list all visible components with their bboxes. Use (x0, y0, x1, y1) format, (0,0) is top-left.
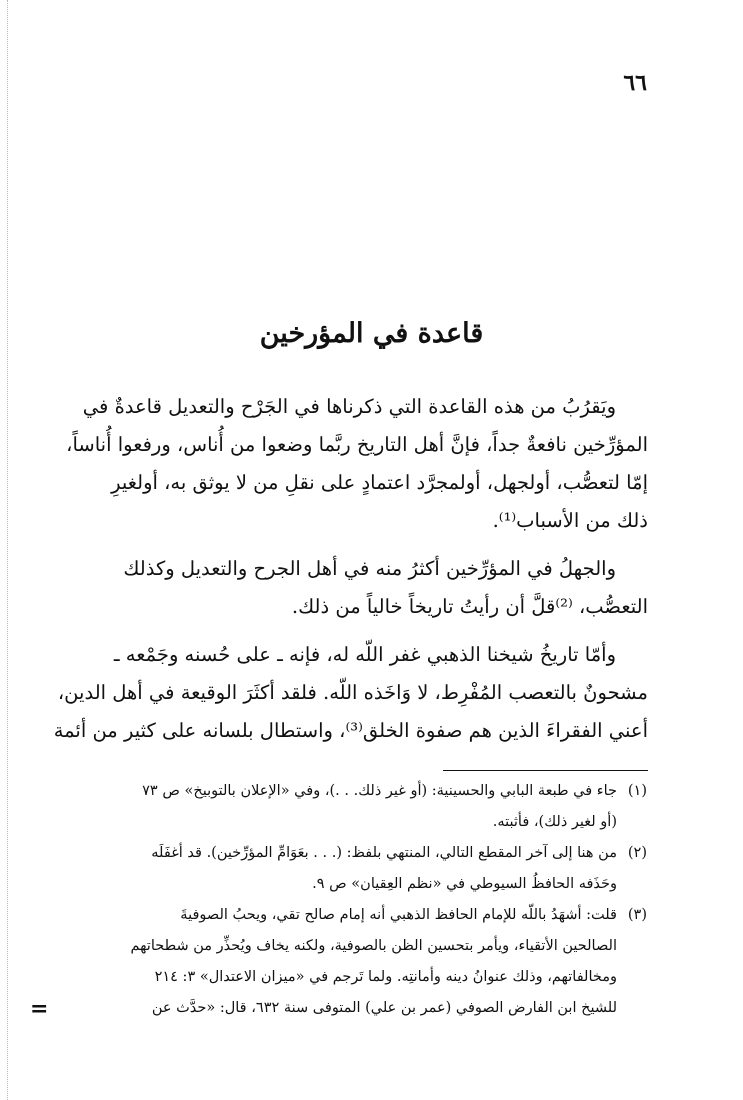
text-line: ويَقرُبُ من هذه القاعدة التي ذكرناها في الجَرْح والتعديل قاعدةٌ في (82, 395, 616, 418)
text-line: وأمّا تاريخُ شيخنا الذهبي غفر اللّه له، فإنه ـ على حُسنه وجَمْعه ـ (113, 643, 616, 666)
footnote-line: وحَذَفه الحافظُ السيوطي في «نظم العِقيان» ص ٩. (312, 876, 617, 892)
paragraph (53, 636, 648, 750)
footnote-text: جاء في طبعة البابي والحسينية: (أو غير ذلك. . .)، وفي «الإعلان بالتوبيخ» ص ٧٣ (142, 783, 617, 799)
footnotes (99, 776, 647, 1024)
text-line: التعصُّب، ⁽²⁾قلَّ أن رأيتُ تاريخاً خالياً من ذلك. (291, 595, 648, 618)
footnote-line: ومخالفاتهم، وذلك عنوانُ دينه وأمانتِه. ولما تَرجم في «ميزان الاعتدال» ٣: ٢١٤ (154, 969, 617, 985)
footnote-line: (أو لغير ذلك)، فأثبته. (492, 814, 617, 830)
footnote (99, 776, 647, 838)
page-number: ٦٦ (623, 70, 647, 96)
footnote-line (99, 838, 647, 869)
footnote-line: الصالحين الأتقياء، ويأمر بتحسين الظن بالصوفية، ولكنه يخاف ويُحذِّر من شطحاتهم (130, 938, 617, 954)
text-line: والجهلُ في المؤرِّخين أكثرُ منه في أهل الجرح والتعديل وكذلك (123, 557, 616, 580)
footnote-text: من هنا إلى آخر المقطع التالي، المنتهي بلفظ: (. . . بعَوَامِّ المؤرِّخين). قد أغفَلَه (151, 845, 617, 861)
paragraph (100, 550, 648, 626)
footnote-number: (٢) (627, 845, 647, 861)
footnote-text: قلت: أشهَدُ باللّه للإمام الحافظ الذهبي أنه إمام صالح تقي، ويحبُ الصوفيةَ (180, 907, 617, 923)
footnote (99, 838, 647, 900)
footnote-line: للشيخ ابن الفارض الصوفي (عمر بن علي) المتوفى سنة ٦٣٢، قال: «حدَّث عن (151, 1000, 617, 1016)
footnote-line (99, 776, 647, 807)
text-line: المؤرِّخين نافعةٌ جداً، فإنَّ أهل التاريخ ربَّما وضعوا من أُناس، ورفعوا أُناساً، (66, 433, 648, 456)
footnote-separator (443, 770, 648, 771)
footnote-line (99, 900, 647, 931)
text-line: مشحونٌ بالتعصب المُفْرِط، لا وَاخَذه اللّه. فلقد أكثَرَ الوقيعة في أهل الدين، (57, 681, 648, 704)
footnote-number: (٣) (627, 907, 647, 923)
text-line: أعني الفقراءَ الذين هم صفوة الخلق⁽³⁾، واستطال بلسانه على كثير من أئمة (53, 719, 648, 742)
footnote (99, 900, 647, 1024)
main-text (53, 388, 648, 760)
section-title: قاعدة في المؤرخين (259, 318, 484, 349)
continuation-mark: = (30, 996, 49, 1022)
footnote-number: (١) (627, 783, 647, 799)
text-line: ذلك من الأسباب⁽¹⁾. (492, 509, 648, 532)
paragraph (66, 388, 648, 540)
text-line: إمّا لتعصُّب، أولجهل، أولمجرَّد اعتمادٍ على نقلِ من لا يوثق به، أولغيرِ (111, 471, 648, 494)
